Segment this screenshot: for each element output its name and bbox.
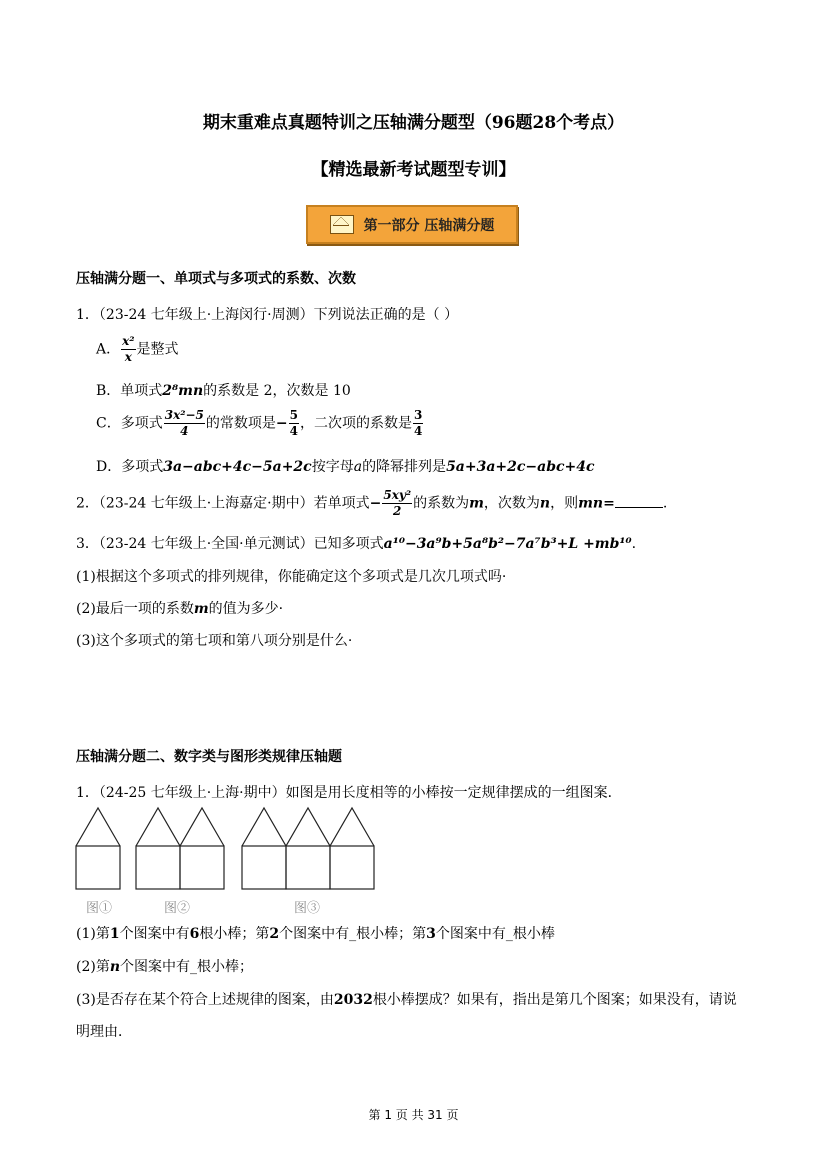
question-1-stem: 1．（23-24 七年级上·上海闵行·周测）下列说法正确的是（ ） [76,307,459,323]
page-subtitle: 【精选最新考试题型专训】 [311,160,516,180]
num-3: 3 [426,926,436,942]
var-mn: mn [578,495,604,512]
question-2 [76,488,667,519]
section-2-part-2 [76,956,253,976]
option-b [96,380,351,400]
question-3-period: . [631,536,637,552]
option-b-label: B．单项式 [96,383,163,399]
polynomial-sequence: a¹⁰−3a⁹b+5a⁸b²−7a⁷b³+L +mb¹⁰ [383,536,632,552]
question-3-part-2 [76,598,283,618]
section-heading-1: 压轴满分题一、单项式与多项式的系数、次数 [76,271,356,287]
fraction-5-over-4: $\frac{5}{4}$ [289,408,298,438]
minus-sign: − [369,495,382,512]
equals-sign: = [603,495,615,512]
section-2-question-1-stem: 1．（24-25 七年级上·上海·期中）如图是用长度相等的小棒按一定规律摆成的一组图案． [76,785,622,801]
option-c-label: C．多项式 [96,415,163,432]
envelope-icon [330,215,354,234]
option-c-text-1: 的常数项是 [205,415,276,432]
fraction-polynomial: $\frac{\text{3x²−5}}{4}$ [164,408,204,438]
fraction-3-over-4: $\frac{3}{4}$ [413,408,423,438]
answer-blank[interactable] [615,495,663,508]
part-1-text-b: 个图案中有 [119,926,190,942]
var-m: m [193,601,209,617]
figure-label-3: 图③ [294,901,321,916]
option-d-label: D．多项式 [96,459,164,475]
part-banner [306,205,518,244]
question-2-text-3: ，则 [550,495,579,512]
part-2-text-b: 个图案中有_根小棒； [120,959,254,975]
letter-a: a [353,459,363,475]
question-2-text-1: 的系数为 [413,495,470,512]
pattern-figure-3 [242,808,374,889]
page-footer: 第 1 页 共 31 页 [368,1108,459,1122]
num-2: 2 [269,926,280,942]
monomial-expr: 2⁸mn [162,383,204,399]
question-2-stem: 2．（23-24 七年级上·上海嘉定·期中）若单项式 [76,495,370,512]
var-m: m [469,495,484,512]
option-d-text-1: 按字母 [311,459,354,475]
question-2-text-2: ，次数为 [483,495,540,512]
part-2-text-a: (2)第 [76,959,110,975]
pattern-figure-2 [136,808,224,889]
section-2-part-3-cont: 明理由． [76,1024,132,1040]
section-heading-2: 压轴满分题二、数字类与图形类规律压轴题 [76,749,342,765]
figure-label-2: 图② [164,901,191,916]
part-1-text-e: 个图案中有_根小棒 [435,926,555,942]
option-b-text: 的系数是 2，次数是 10 [203,383,351,399]
part-2-text-2: 的值为多少· [208,601,284,617]
option-d-text-2: 的降幂排列是 [362,459,447,475]
section-2-part-3 [76,989,737,1009]
option-d [96,456,595,476]
polynomial-expr-sorted: 5a+3a+2c−abc+4c [446,459,595,475]
num-6: 6 [189,926,200,942]
num-1: 1 [109,926,120,942]
fraction-x2-over-x: $\frac{\text{x²}}{x}$ [122,334,135,364]
part-2-text-1: (2)最后一项的系数 [76,601,194,617]
minus-sign: − [275,415,288,432]
question-3-part-1: (1)根据这个多项式的排列规律，你能确定这个多项式是几次几项式吗· [76,569,507,585]
question-3 [76,533,636,553]
figure-label-1: 图① [86,901,113,916]
part-1-text-d: 个图案中有_根小棒；第 [279,926,427,942]
stick-pattern-figure [70,804,380,890]
option-c [96,408,424,439]
question-3-stem: 3．（23-24 七年级上·全国·单元测试）已知多项式 [76,536,384,552]
option-c-text-2: ，二次项的系数是 [299,415,412,432]
banner-label: 第一部分 压轴满分题 [363,217,495,234]
section-2-part-1 [76,923,555,943]
pattern-figure-1 [76,808,120,889]
page-title: 期末重难点真题特训之压轴满分题型（96题28个考点） [202,113,625,133]
var-n: n [109,959,121,975]
option-a-label: A． [96,341,121,358]
question-2-period: . [662,495,668,512]
option-a-text: 是整式 [136,341,179,358]
part-1-text-c: 根小棒；第 [199,926,270,942]
part-1-text-a: (1)第 [76,926,110,942]
var-n: n [539,495,551,512]
question-3-part-3: (3)这个多项式的第七项和第八项分别是什么· [76,633,353,649]
part-3-text-a: (3)是否存在某个符合上述规律的图案，由 [76,992,334,1008]
fraction-5xy2-over-2: $\frac{\text{5xy²}}{2}$ [383,488,412,518]
option-a [96,334,179,365]
num-2032: 2032 [333,992,373,1008]
polynomial-expr: 3a−abc+4c−5a+2c [163,459,312,475]
part-3-text-b: 根小棒摆成？如果有，指出是第几个图案；如果没有，请说 [372,992,737,1008]
